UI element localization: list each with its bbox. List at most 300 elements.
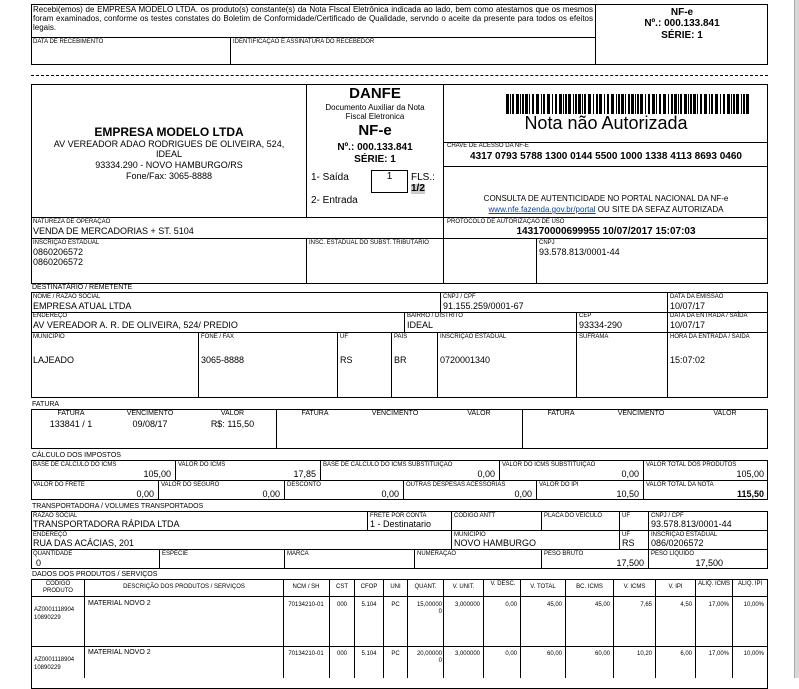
barcode-bar (631, 94, 634, 114)
prod-row2-codigo1: AZ0001118904 (34, 657, 75, 663)
produtos-column-divider (613, 579, 614, 678)
prod-header-line (31, 596, 768, 597)
chave-label: CHAVE DE ACESSO DA NF-E (447, 143, 529, 149)
barcode-bar (596, 94, 598, 114)
danfe-fls-label: FLS.: (411, 172, 435, 183)
barcode-bar (746, 94, 749, 114)
canhoto-vline (230, 37, 231, 65)
barcode-bar (599, 94, 602, 114)
fatura-h-fatura-1: FATURA (57, 410, 85, 417)
imp-v8 (536, 480, 537, 500)
barcode-bar (547, 94, 550, 114)
imp-h1 (31, 480, 768, 481)
protocolo-label: PROTOCOLO DE AUTORIZAÇÃO DE USO (447, 219, 565, 225)
dest-municipio-label: MUNICÍPIO (33, 334, 65, 340)
produtos-column-divider (520, 579, 521, 678)
tr-pliquido-label: PESO LÍQUIDO (651, 551, 695, 557)
dest-v-bairro (404, 312, 405, 332)
barcode-bar (640, 94, 643, 114)
barcode-bar (731, 94, 732, 114)
barcode-bar (711, 94, 713, 114)
prod-h-vipi: V. IPI (668, 584, 683, 590)
barcode-bar (663, 94, 666, 114)
prod-row1-cst: 000 (336, 602, 347, 608)
fatura-h-fatura-2: FATURA (301, 410, 329, 417)
destinatario-section: DESTINATÁRIO / REMETENTE (32, 284, 133, 291)
barcode-bar (607, 94, 609, 114)
prod-row2-bcicms: 60,00 (594, 651, 610, 657)
barcode-bar (671, 94, 673, 114)
tr-especie-label: ESPÉCIE (162, 551, 189, 557)
prod-row2-vdesc: 0,00 (505, 651, 517, 657)
tr-v5 (648, 511, 649, 569)
produtos-column-divider (283, 579, 284, 678)
imp-v2 (320, 460, 321, 480)
barcode-bar (715, 94, 718, 114)
barcode-bar (720, 94, 721, 114)
tr-ie-label: INSCRIÇÃO ESTADUAL (651, 532, 718, 538)
header-h-ie (31, 238, 768, 239)
produtos-column-divider (695, 579, 696, 678)
dest-cep-label: CEP (579, 313, 592, 319)
tr-v8 (284, 549, 285, 569)
imp-v5 (158, 480, 159, 500)
impostos-section: CÁLCULO DOS IMPOSTOS (32, 452, 121, 459)
dest-v-fone (198, 332, 199, 398)
tr-ie: 086/0206572 (651, 538, 704, 548)
danfe-nfe: NF-e (358, 122, 392, 139)
ipi: 10,50 (616, 489, 639, 499)
tr-h1 (31, 530, 768, 531)
header-v-cnpj (536, 238, 537, 284)
desconto: 0,00 (381, 489, 399, 499)
prod-h-vtotal: V. TOTAL (530, 584, 556, 590)
produtos-section: DADOS DOS PRODUTOS / SERVIÇOS (32, 571, 158, 578)
protocolo-value: 143170000699955 10/07/2017 15:07:03 (516, 226, 696, 237)
tr-razao: TRANSPORTADORA RÁPIDA LTDA (33, 519, 180, 529)
tr-uf2-label: UF (622, 532, 630, 538)
prod-row2-quant: 20,00000 (416, 651, 442, 657)
dest-v-ie (437, 332, 438, 398)
dest-emissao: 10/07/17 (670, 301, 706, 311)
barcode-bar (552, 94, 553, 114)
total-prod-label: VALOR TOTAL DOS PRODUTOS (646, 462, 737, 468)
barcode (506, 94, 752, 114)
dest-v-cep (576, 312, 577, 398)
danfe-numero: Nº.: 000.133.841 (337, 142, 413, 153)
dest-uf: RS (340, 355, 353, 365)
danfe-saida: 1- Saída (311, 172, 349, 183)
frete-label: VALOR DO FRETE (33, 482, 85, 488)
dest-endereco: AV VEREADOR A. R. DE OLIVEIRA, 524/ PREDIO (33, 320, 238, 330)
prod-h-aliqipi: ALIQ. IPI (737, 581, 763, 587)
tr-endereco: RUA DAS ACÁCIAS, 201 (33, 538, 135, 548)
barcode-bar (516, 94, 519, 114)
barcode-bar (628, 94, 630, 114)
tr-pbruto: 17,500 (616, 558, 644, 568)
tr-cnpj-label: CNPJ / CPF (651, 513, 684, 519)
emitente-city: 93334.290 - NOVO HAMBURGO/RS (95, 160, 243, 170)
total-nota: 115,50 (736, 489, 764, 499)
tr-placa-label: PLACA DO VEÍCULO (544, 513, 603, 519)
canhoto-numero: Nº.: 000.133.841 (644, 18, 720, 29)
barcode-bar (648, 94, 650, 114)
danfe-entrada: 2- Entrada (311, 195, 358, 206)
prod-row2-cfop: 5.104 (361, 651, 377, 657)
barcode-bar (584, 94, 586, 114)
bc-st: 0,00 (477, 469, 495, 479)
prod-row2-ncm: 70134210-01 (288, 651, 324, 657)
ie-label: INSCRIÇÃO ESTADUAL (33, 240, 100, 246)
frete: 0,00 (136, 489, 154, 499)
danfe-tipo-box: 1 (371, 170, 408, 193)
fatura-h-venc-2: VENCIMENTO (371, 410, 419, 417)
barcode-bar (656, 94, 657, 114)
danfe-serie: SÉRIE: 1 (354, 154, 396, 165)
prod-row2-vunit: 3,000000 (454, 651, 480, 657)
dest-cnpj: 91.155.259/0001-67 (443, 301, 524, 311)
barcode-bar (532, 94, 534, 114)
dest-v-uf (337, 332, 338, 398)
barcode-bar (568, 94, 571, 114)
barcode-bar (700, 94, 702, 114)
dest-entrada: 10/07/17 (670, 320, 706, 330)
consulta-text-2: OU SITE DA SEFAZ AUTORIZADA (595, 205, 724, 214)
prod-row1-aliqicms: 17,00% (708, 602, 729, 608)
identificacao-label: IDENTIFICAÇÃO E ASSINATURA DO RECEBEDOR (233, 39, 375, 45)
fatura-v1 (276, 409, 277, 449)
barcode-bar (541, 94, 542, 114)
cnpj-label: CNPJ (539, 240, 555, 246)
chave-acesso: 4317 0793 5788 1300 0144 5500 1000 1338 4113 8693 0460 (470, 151, 742, 162)
icms-label: VALOR DO ICMS (178, 462, 226, 468)
tr-v4 (619, 511, 620, 549)
barcode-bar (604, 94, 605, 114)
barcode-bar (659, 94, 661, 114)
dest-uf-label: UF (340, 334, 348, 340)
prod-row1-vunit: 3,000000 (454, 602, 480, 608)
tr-marca-label: MARCA (287, 551, 309, 557)
barcode-bar (635, 94, 636, 114)
prod-h-vunit: V. UNIT. (452, 584, 475, 590)
dest-cnpj-label: CNPJ / CPF (443, 294, 476, 300)
dest-h2 (31, 332, 768, 333)
prod-row2-vipi: 6,00 (680, 651, 692, 657)
fatura-h-venc-1: VENCIMENTO (126, 410, 174, 417)
prod-h-bcicms: BC. ICMS (576, 584, 603, 590)
right-edge (794, 0, 799, 678)
bc-icms-label: BASE DE CÁLCULO DO ICMS (33, 462, 117, 468)
prod-row2-descricao: MATERIAL NOVO 2 (88, 649, 151, 656)
barcode-bar (578, 94, 581, 114)
ie-value-1: 0860206572 (33, 247, 84, 257)
prod-row1-ncm: 70134210-01 (288, 602, 324, 608)
dest-v-cnpj (440, 292, 441, 312)
dest-emissao-label: DATA DA EMISSÃO (670, 294, 724, 300)
prod-h-descricao: DESCRIÇÃO DOS PRODUTOS / SERVIÇOS (123, 584, 245, 590)
tr-pliquido: 17,500 (695, 558, 723, 568)
dest-entrada-label: DATA DA ENTRADA / SAÍDA (670, 313, 748, 319)
barcode-bar (563, 94, 564, 114)
prod-h-cst: CST (336, 584, 348, 590)
dest-nome-label: NOME / RAZÃO SOCIAL (33, 294, 101, 300)
barcode-bar (625, 94, 626, 114)
barcode-bar (525, 94, 528, 114)
prod-row1-vdesc: 0,00 (505, 602, 517, 608)
imp-v6 (284, 480, 285, 500)
fatura-num: 133841 / 1 (49, 419, 93, 429)
produtos-column-divider (329, 579, 330, 678)
dest-bairro: IDEAL (407, 320, 434, 330)
produtos-column-divider (84, 579, 85, 678)
tr-municipio: NOVO HAMBURGO (454, 538, 537, 548)
prod-row1-quant: 15,00000 (416, 602, 442, 608)
desconto-label: DESCONTO (287, 482, 321, 488)
prod-row1-codigo2: 10890229 (34, 615, 61, 621)
dest-suframa-label: SUFRAMA (579, 334, 609, 340)
produtos-column-divider (443, 579, 444, 678)
barcode-bar (536, 94, 539, 114)
barcode-bar (674, 94, 677, 114)
produtos-column-divider (732, 579, 733, 678)
bc-icms: 105,00 (143, 469, 171, 479)
barcode-bar (693, 94, 696, 114)
fatura-h-valor-1: VALOR (220, 410, 245, 417)
danfe-fls: 1/2 (411, 183, 425, 194)
barcode-bar (616, 94, 617, 114)
tr-h2 (31, 549, 768, 550)
prod-row1-bcicms: 45,00 (594, 602, 610, 608)
prod-row2-vicms: 10,20 (636, 651, 652, 657)
dest-hora: 15:07:02 (670, 355, 706, 365)
prod-h-codigo: CÓDIGO PRODUTO (43, 581, 73, 594)
dest-ie: 0720001340 (440, 355, 491, 365)
barcode-bar (741, 94, 742, 114)
barcode-bar (690, 94, 692, 114)
danfe-sub1: Documento Auxiliar da Nota (325, 103, 425, 112)
fatura-h-fatura-3: FATURA (547, 410, 575, 417)
dest-v-pais (391, 332, 392, 398)
canhoto-serie: SÉRIE: 1 (661, 30, 703, 41)
tr-numeracao-label: NUMERAÇÃO (417, 551, 457, 557)
dest-fone-label: FONE / FAX (201, 334, 235, 340)
barcode-bar (688, 94, 689, 114)
barcode-bar (723, 94, 725, 114)
prod-h-vicms: V. ICMS (623, 584, 646, 590)
barcode-bar (736, 94, 739, 114)
dest-v-data (667, 292, 668, 398)
imp-v4 (643, 460, 644, 500)
prod-row1-quant-cont: 0 (438, 609, 442, 615)
prod-row2-aliqipi: 10,00% (743, 651, 764, 657)
dest-endereco-label: ENDEREÇO (33, 313, 68, 319)
tr-v1 (367, 511, 368, 530)
barcode-bar (506, 94, 509, 114)
prod-h-vdesc: V. DESC. (490, 581, 516, 587)
barcode-bar (645, 94, 646, 114)
barcode-bar (733, 94, 735, 114)
barcode-bar (512, 94, 514, 114)
status-nao-autorizada: Nota não Autorizada (524, 113, 688, 133)
consulta-link-line (444, 205, 768, 214)
fatura-h-venc-3: VENCIMENTO (617, 410, 665, 417)
prod-row1-codigo1: AZ0001118904 (34, 607, 75, 613)
fatura-vencimento: 09/08/17 (132, 419, 168, 429)
barcode-bar (652, 94, 655, 114)
dest-bairro-label: BAIRRO / DISTRITO (407, 313, 463, 319)
tr-v6 (451, 530, 452, 549)
barcode-bar (529, 94, 530, 114)
fatura-v2 (522, 409, 523, 449)
barcode-bar (668, 94, 669, 114)
barcode-bar (555, 94, 557, 114)
produtos-column-divider (655, 579, 656, 678)
imp-v1 (175, 460, 176, 480)
tr-v10 (541, 549, 542, 569)
destinatario-box (31, 292, 768, 398)
imp-v3 (499, 460, 500, 480)
produtos-row-divider (31, 646, 768, 647)
fatura-h-valor-3: VALOR (713, 410, 737, 417)
prod-row1-vipi: 4,50 (680, 602, 692, 608)
tr-frete-label: FRETE POR CONTA (370, 513, 427, 519)
tr-v7 (159, 549, 160, 569)
dest-pais-label: PAÍS (394, 334, 408, 340)
barcode-bar (680, 94, 682, 114)
ipi-label: VALOR DO IPI (539, 482, 579, 488)
natureza-value: VENDA DE MERCADORIAS + ST. 5104 (33, 226, 194, 236)
icms-st: 0,00 (621, 469, 639, 479)
tr-v3 (541, 511, 542, 530)
outras: 0,00 (514, 489, 532, 499)
seguro-label: VALOR DO SEGURO (161, 482, 220, 488)
icms: 17,85 (293, 469, 316, 479)
prod-row1-cfop: 5.104 (361, 602, 377, 608)
prod-row2-aliqicms: 17,00% (708, 651, 729, 657)
emitente-name: EMPRESA MODELO LTDA (94, 125, 244, 139)
danfe-sub2: Fiscal Eletronica (345, 112, 405, 121)
barcode-bar (709, 94, 710, 114)
seguro: 0,00 (262, 489, 280, 499)
natureza-label: NATUREZA DE OPERAÇÃO (33, 219, 111, 225)
dest-municipio: LAJEADO (33, 355, 75, 365)
tr-antt-label: CÓDIGO ANTT (454, 513, 496, 519)
prod-h-quant: QUANT. (414, 584, 437, 590)
prod-row2-vtotal: 60,00 (546, 651, 562, 657)
produtos-column-divider (483, 579, 484, 678)
barcode-bar (573, 94, 574, 114)
header-v-iest (306, 238, 307, 284)
barcode-bar (582, 94, 583, 114)
produtos-column-divider (354, 579, 355, 678)
tr-municipio-label: MUNICÍPIO (454, 532, 486, 538)
total-prod: 105,00 (736, 469, 764, 479)
prod-h-cfop: CFOP (360, 584, 378, 590)
fatura-h-valor-2: VALOR (467, 410, 491, 417)
barcode-bar (575, 94, 577, 114)
fatura-section: FATURA (32, 401, 60, 408)
portal-link[interactable]: www.nfe.fazenda.gov.br/portal (488, 205, 596, 214)
dest-fone: 3065-8888 (201, 355, 245, 365)
outras-label: OUTRAS DESPESAS ACESSÓRIAS (406, 482, 506, 488)
prod-row1-descricao: MATERIAL NOVO 2 (88, 600, 151, 607)
header-h-natureza (31, 217, 768, 218)
consulta-text: CONSULTA DE AUTENTICIDADE NO PORTAL NACIONAL DA NF-e (483, 194, 729, 203)
dest-ie-label: INSCRIÇÃO ESTADUAL (440, 334, 507, 340)
tr-uf2: RS (622, 538, 635, 548)
canhoto-hline (31, 37, 595, 38)
emitente-address2: IDEAL (155, 149, 182, 159)
imp-v7 (403, 480, 404, 500)
bc-st-label: BASE DE CÁLCULO DO ICMS SUBSTITUIÇÃO (323, 462, 453, 468)
tr-qtd: 0 (36, 558, 42, 568)
canhoto-nfe: NF-e (670, 7, 694, 18)
barcode-bar (743, 94, 745, 114)
cnpj-value: 93.578.813/0001-44 (539, 247, 620, 257)
produtos-column-divider (565, 579, 566, 678)
cut-line (31, 75, 768, 76)
dest-h1 (31, 312, 768, 313)
prod-row1-aliqipi: 10,00% (743, 602, 764, 608)
barcode-bar (593, 94, 594, 114)
dest-hora-label: HORA DA ENTRADA / SAÍDA (670, 334, 750, 340)
barcode-bar (565, 94, 567, 114)
barcode-bar (510, 94, 511, 114)
tr-v2 (451, 511, 452, 530)
header-h-consulta (443, 166, 768, 167)
prod-row2-uni: PC (391, 651, 400, 657)
prod-h-uni: UNI (390, 584, 401, 590)
dest-cep: 93334-290 (579, 320, 623, 330)
barcode-bar (543, 94, 545, 114)
tr-v9 (414, 549, 415, 569)
data-recebimento-label: DATA DE RECEBIMENTO (33, 39, 104, 45)
barcode-bar (520, 94, 521, 114)
prod-row1-vtotal: 45,00 (546, 602, 562, 608)
barcode-bar (684, 94, 687, 114)
tr-endereco-label: ENDEREÇO (33, 532, 68, 538)
iest-label: INSC. ESTADUAL DO SUBST. TRIBUTÁRIO (309, 240, 429, 246)
prod-row2-quant-cont: 0 (438, 658, 442, 664)
barcode-bar (697, 94, 698, 114)
barcode-bar (588, 94, 591, 114)
barcode-bar (559, 94, 562, 114)
tr-frete: 1 - Destinatario (370, 519, 432, 529)
barcode-bar (704, 94, 707, 114)
tr-cnpj: 93.578.813/0001-44 (651, 519, 732, 529)
tr-uf-label: UF (622, 513, 630, 519)
barcode-bar (678, 94, 679, 114)
dest-pais: BR (394, 355, 407, 365)
prod-h-ncm: NCM / SH (292, 584, 320, 590)
produtos-column-divider (407, 579, 408, 678)
prod-row2-codigo2: 10890229 (34, 665, 61, 671)
barcode-bar (611, 94, 614, 114)
prod-row1-vicms: 7,65 (640, 602, 652, 608)
emitente-address1: AV VEREADOR ADAO RODRIGUES DE OLIVEIRA, 524, (53, 139, 285, 149)
fatura-valor: R$: 115,50 (210, 419, 255, 429)
prod-row2-cst: 000 (336, 651, 347, 657)
barcode-bar (637, 94, 639, 114)
tr-razao-label: RAZÃO SOCIAL (33, 513, 78, 519)
danfe-title: DANFE (349, 85, 401, 102)
barcode-bar (522, 94, 524, 114)
prod-h-aliqicms: ALIQ. ICMS (697, 581, 730, 587)
canhoto-text: Recebi(emos) de EMPRESA MODELO LTDA. os produto(s) constante(s) da Nota FIscal Eletrônica indicada ao lado, bem como atestamos que os mesmos foram examinados, conforme os testes constates do Boletim de Conformidade/Certificado de Qualidade, servndo o aceite da presente para todos os efeitos legais. (33, 5, 593, 32)
tr-qtd-label: QUANTIDADE (33, 551, 73, 557)
icms-st-label: VALOR DO ICMS SUBSTITUIÇÃO (502, 462, 596, 468)
total-nota-label: VALOR TOTAL DA NOTA (646, 482, 714, 488)
